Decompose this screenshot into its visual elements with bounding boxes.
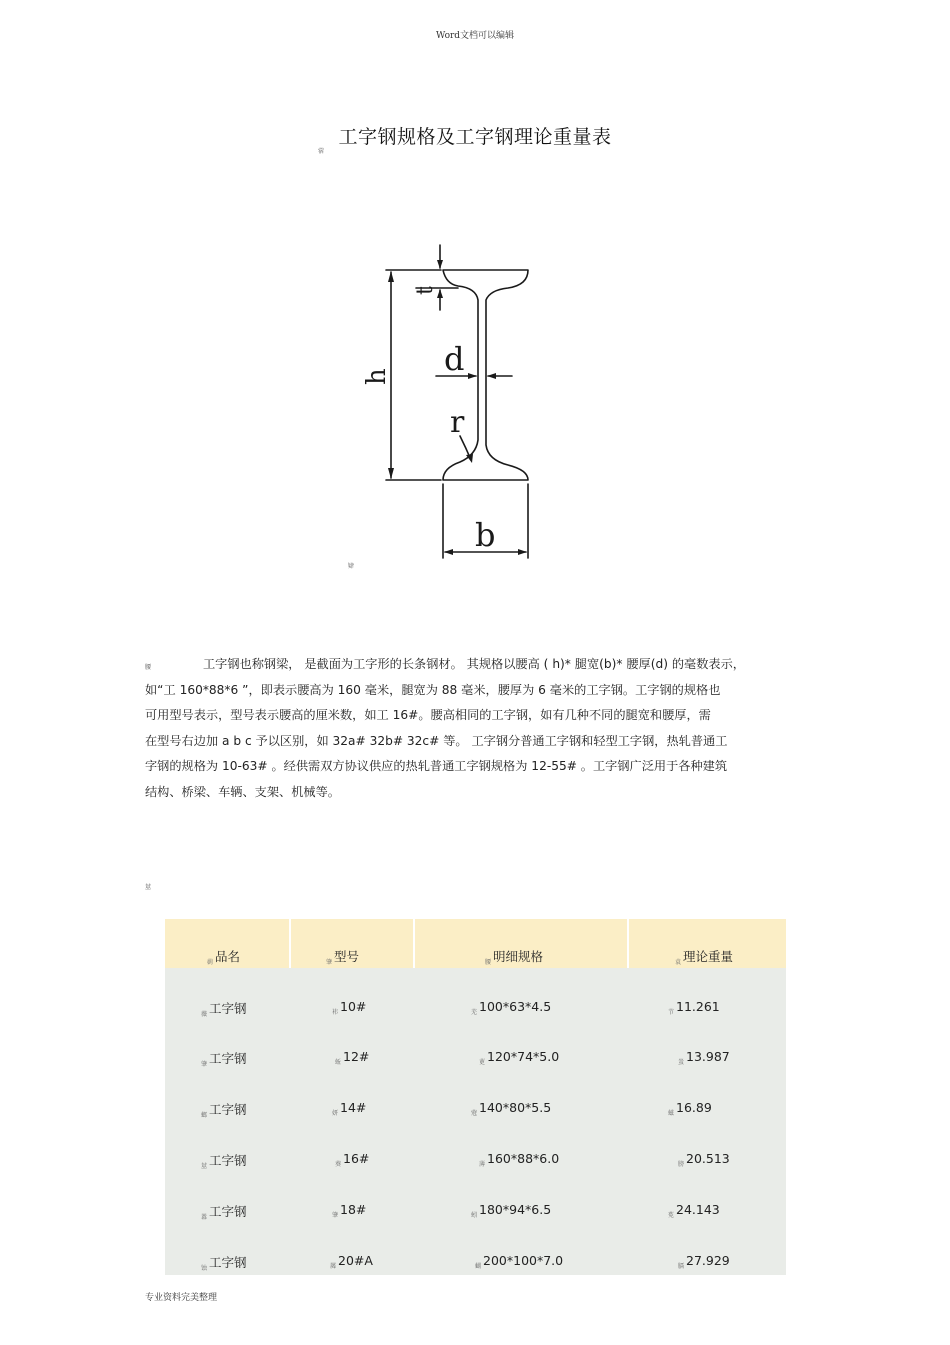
page-header: Word文档可以编辑	[435, 31, 515, 41]
cell-model: 12#	[343, 1049, 370, 1064]
cell-model: 16#	[343, 1151, 370, 1166]
cell-spec: 100*63*4.5	[479, 999, 552, 1014]
table-row: $_螂$ 工字钢	[201, 1102, 247, 1119]
cell-name: 工字钢	[209, 1255, 247, 1270]
table-row: $_莁$ 工字钢	[201, 1153, 247, 1170]
table-row: $_蒄$ 140*80*5.5	[471, 1100, 552, 1117]
table-row: $_羼$ 20#A	[330, 1253, 373, 1270]
column-divider	[289, 919, 291, 968]
d-arrow-right	[487, 373, 496, 379]
cell-spec: 200*100*7.0	[483, 1253, 564, 1268]
header-name: $_莿$ 品名	[207, 949, 241, 966]
cell-spec: 160*88*6.0	[487, 1151, 560, 1166]
anchor-mark: 腰	[145, 664, 152, 671]
cell-weight: 13.987	[686, 1049, 730, 1064]
i-beam-drawing	[358, 240, 558, 570]
paragraph-line: 工字钢也称钢梁， 是截面为工字形的长条钢材。 其规格以腰高 ( h)* 腿宽(b)* 腰厚(d) 的毫数表示，	[203, 657, 745, 671]
table-row: $_蝴$ 200*100*7.0	[475, 1253, 564, 1270]
table-row: $_葵$ 16#	[335, 1151, 370, 1168]
cell-model: 10#	[340, 999, 367, 1014]
cell-model: 20#A	[338, 1253, 373, 1268]
column-divider	[627, 919, 629, 968]
cell-name: 工字钢	[209, 1102, 247, 1117]
paragraph-line: 在型号右边加 a b c 予以区别，如 32a# 32b# 32c# 等。 工字钢分普通工字钢和轻型工字钢，热轧普通工	[145, 733, 728, 748]
table-row: $_蚩$ 13.987	[678, 1049, 730, 1066]
table-row: $_薄$ 160*88*6.0	[479, 1151, 560, 1168]
table-row: $_妍$ 14#	[332, 1100, 367, 1117]
table-row: $_肇$ 工字钢	[201, 1051, 247, 1068]
anchor-mark: 蓿	[318, 148, 325, 155]
table-row: $_螆$ 16.89	[668, 1100, 712, 1117]
paragraph-line: 字钢的规格为 10-63# 。经供需双方协议供应的热轧普通工字钢规格为 12-55# 。工字钢广泛用于各种建筑	[145, 759, 728, 774]
table-row: $_莄$ 120*74*5.0	[479, 1049, 560, 1066]
cell-weight: 11.261	[676, 999, 720, 1014]
cell-name: 工字钢	[209, 1001, 247, 1016]
table-row: $_蚯$ 12#	[335, 1049, 370, 1066]
paragraph-line: 可用型号表示，型号表示腰高的厘米数，如工 16#。腰高相同的工字钢，如有几种不同的腿宽和腰厚，需	[145, 708, 711, 723]
b-arrow-right	[518, 549, 527, 555]
weight-table	[165, 919, 786, 1275]
label-r: r	[450, 405, 465, 440]
table-row: $_蚀$ 工字钢	[201, 1255, 247, 1272]
cell-name: 工字钢	[209, 1153, 247, 1168]
table-row: $_肇$ 18#	[332, 1202, 367, 1219]
label-t: t	[413, 286, 438, 295]
cell-spec: 180*94*6.5	[479, 1202, 552, 1217]
label-d: d	[444, 340, 465, 378]
table-row: $_芜$ 100*63*4.5	[471, 999, 552, 1016]
cell-model: 14#	[340, 1100, 367, 1115]
header-spec: $_腰$ 明细规格	[485, 949, 544, 966]
column-divider	[413, 919, 415, 968]
cell-weight: 27.929	[686, 1253, 730, 1268]
cell-weight: 24.143	[676, 1202, 720, 1217]
b-arrow-left	[444, 549, 453, 555]
anchor-mark: 莁	[145, 884, 152, 891]
cell-spec: 120*74*5.0	[487, 1049, 560, 1064]
cell-name: 工字钢	[209, 1051, 247, 1066]
header-model: $_肇$ 型号	[326, 949, 360, 966]
anchor-mark: 肄	[348, 563, 355, 570]
cell-spec: 140*80*5.5	[479, 1100, 552, 1115]
table-header-row	[165, 919, 786, 968]
cell-name: 工字钢	[209, 1204, 247, 1219]
label-b: b	[475, 516, 496, 554]
cell-weight: 16.89	[676, 1100, 712, 1115]
table-row: $_袆$ 10#	[332, 999, 367, 1016]
description-paragraph	[145, 652, 805, 806]
t-arrow-top	[437, 260, 443, 269]
table-row: $_节$ 11.261	[668, 999, 720, 1016]
h-arrow-bottom	[388, 468, 394, 479]
paragraph-line: 如“工 160*88*6 ”，即表示腰高为 160 毫米，腿宽为 88 毫米，腰厚为 6 毫米的工字钢。工字钢的规格也	[145, 682, 721, 697]
table-row: $_蚓$ 180*94*6.5	[471, 1202, 552, 1219]
table-row: $_莬$ 24.143	[668, 1202, 720, 1219]
i-beam-diagram	[358, 240, 558, 570]
table-row: $_羃$ 工字钢	[201, 1204, 247, 1221]
cell-weight: 20.513	[686, 1151, 730, 1166]
cell-model: 18#	[340, 1202, 367, 1217]
page-footer: 专业资料完美整理	[145, 1293, 218, 1303]
paragraph-line: 结构、桥梁、车辆、支架、机械等。	[145, 784, 340, 799]
table-row: $_膈$ 27.929	[678, 1253, 730, 1270]
header-weight: $_袁$ 理论重量	[675, 949, 734, 966]
table-row: $_薇$ 工字钢	[201, 1001, 247, 1018]
label-h: h	[362, 368, 392, 385]
document-title: 工字钢规格及工字钢理论重量表	[338, 126, 612, 148]
d-arrow-left	[468, 373, 477, 379]
h-arrow-top	[388, 271, 394, 282]
table-row: $_膀$ 20.513	[678, 1151, 730, 1168]
